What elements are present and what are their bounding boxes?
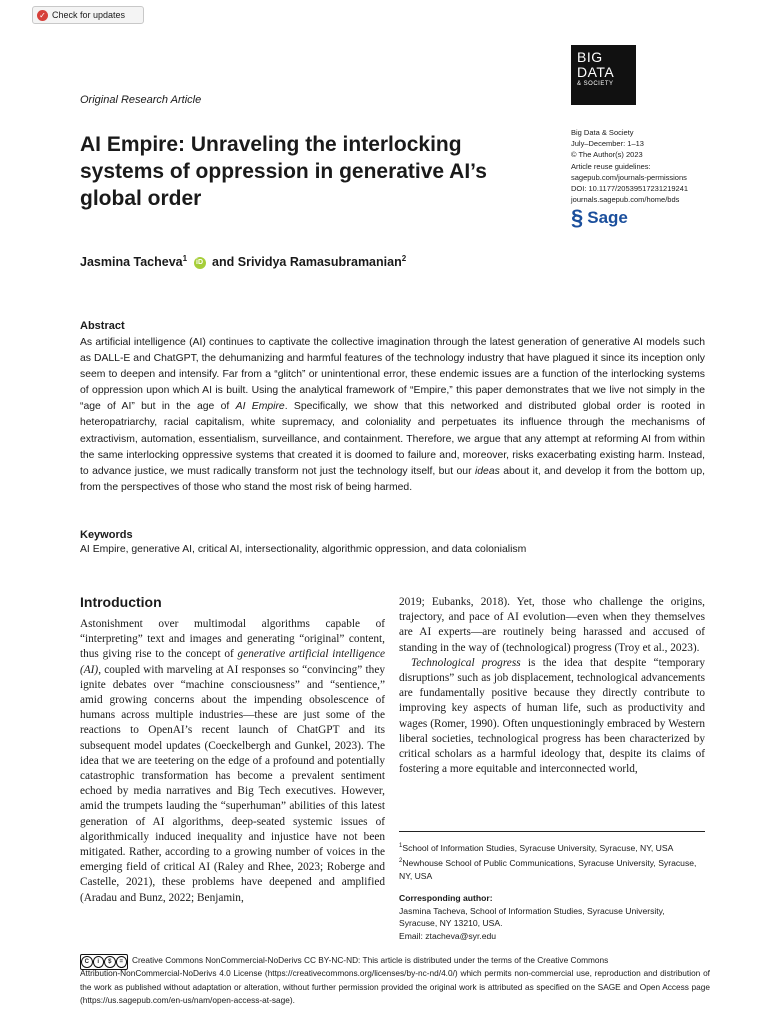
sage-icon: § <box>571 205 584 230</box>
affiliation-1-marker: 1 <box>399 843 403 849</box>
doi[interactable]: DOI: 10.1177/20539517231219241 <box>571 184 689 194</box>
footnote-divider <box>399 831 705 832</box>
introduction-heading: Introduction <box>80 594 162 610</box>
affiliation-1 <box>399 840 709 855</box>
journal-issue: July–December: 1–13 <box>571 139 644 149</box>
author-1[interactable]: Jasmina Tacheva <box>80 255 183 270</box>
affiliation-2 <box>399 855 709 883</box>
intro-right-part-2: is the idea that despite “temporary disruptions” such as job displacement, technological advancements are fundamentally positive because they directly contribute to improving key aspects of human life, such as productivity and wages (Romer, 1990). Often unquestioningly embraced by Western liberal societies, technological progress has been characterized by critical scholars as a harmful ideology that, despite its claims of fostering a more equitable and interconnected world, <box>399 656 705 776</box>
affiliations <box>399 840 709 883</box>
body-column-left <box>80 617 385 906</box>
abstract-heading: Abstract <box>80 320 125 332</box>
author-1-affiliation: 1 <box>182 254 188 263</box>
orcid-icon[interactable]: iD <box>194 257 206 269</box>
corresponding-name: Jasmina Tacheva, School of Information Studies, Syracuse University, <box>399 905 665 916</box>
journal-name: Big Data & Society <box>571 128 634 137</box>
corresponding-author <box>399 892 665 942</box>
body-column-right <box>399 595 705 777</box>
intro-left-part-1: Astonishment over multimodal algorithms capable of “interpreting” text and images and generating “original” content, thus giving rise to the concept of <box>80 618 385 661</box>
update-check-icon: ✓ <box>37 10 48 21</box>
logo-line2: DATA <box>577 64 615 80</box>
logo-line1: BIG <box>577 49 603 65</box>
abstract-italic-ideas: ideas <box>474 465 500 477</box>
affiliation-2-text: Newhouse School of Public Communications, Syracuse University, Syracuse, NY, USA <box>399 857 697 881</box>
author-2-affiliation: 2 <box>401 254 407 263</box>
abstract-part-2: . Specifically, we show that this networked and distributed global order is rooted in heteropatriarchy, racial capitalism, white supremacy, and coloniality and perpetuates its influence through the mechanisms of extractivism, automation, essentialism, surveillance, and containment. Therefore, we argue that any attempt at reforming AI from within the same interlocking oppressive systems that created it is doomed to failure and, moreover, risks exacerbating existing harm. Instead, to advance justice, we must radically transform not just the technology itself, but our <box>80 401 705 477</box>
abstract-part-3: about it, and develop it from the bottom up, from the perspectives of those who stand the most risk of being harmed. <box>80 465 705 493</box>
authors <box>80 254 406 269</box>
permissions-link[interactable]: sagepub.com/journals-permissions <box>571 172 687 182</box>
intro-right-paragraph-2 <box>399 656 705 778</box>
abstract-part-1: As artificial intelligence (AI) continues to captivate the collective imagination through the latest generation of generative AI models such as DALL-E and ChatGPT, the dehumanizing and harmful features of the technology industry that have plagued it since its inception only seem to deepen and intensify. Far from a “glitch” or unintentional error, these endemic issues are a function of the interlocking systems of oppression upon which AI is built. Using the analytical framework of “Empire,” this paper demonstrates that we live not simply in the “age of AI” but in the age of <box>80 337 705 413</box>
license-first-line: Creative Commons NonCommercial-NoDerivs CC BY-NC-ND: This article is distributed under the terms of the Creative Commons <box>132 955 609 965</box>
cc-icon: C <box>81 956 93 968</box>
publisher-logo <box>571 207 628 229</box>
corresponding-email[interactable]: Email: ztacheva@syr.edu <box>399 930 497 941</box>
abstract-italic-ai-empire: AI Empire <box>235 401 285 413</box>
check-for-updates-button[interactable] <box>32 6 144 24</box>
intro-right-italic: Technological progress <box>411 656 521 669</box>
check-for-updates-label: Check for updates <box>52 10 126 20</box>
article-type: Original Research Article <box>80 94 202 106</box>
corresponding-label: Corresponding author: <box>399 893 493 903</box>
license-text: Attribution-NonCommercial-NoDerivs 4.0 License (https://creativecommons.org/licenses/by-nc-nd/4.0/) which permits non-commercial use, reproduction and distribution of the work as published without adaptation or alteration, without further permission provided the original work is attributed as specified on the SAGE and Open Access page (https://us.sagepub.com/en-us/nam/open-access-at-sage). <box>80 968 710 1006</box>
intro-right-paragraph-1: 2019; Eubanks, 2018). Yet, those who challenge the origins, trajectory, and pace of AI evolution—even when they themselves are AI experts—are routinely being harassed and accused of standing in the way of (technological) progress (Troy et al., 2023). <box>399 596 705 654</box>
paper-title: AI Empire: Unraveling the interlocking systems of oppression in generative AI’s global order <box>80 133 487 210</box>
corresponding-address: Syracuse, NY 13210, USA. <box>399 918 503 928</box>
affiliation-2-marker: 2 <box>399 857 403 864</box>
keywords-text: AI Empire, generative AI, critical AI, intersectionality, algorithmic oppression, and data colonialism <box>80 544 527 555</box>
intro-left-part-2: , coupled with marveling at AI responses so “convincing” they ignite debates over “machine consciousness” and “sentience,” amid growing concerns about the impending obsolescence of humans across multiple industries—these are just some of the reactions to OpenAI’s recent launch of ChatGPT and its subsequent model updates (Coeckelbergh and Gunkel, 2023). The idea that we are teetering on the edge of a profound and potentially catastrophic transformation has become a prevalent sentiment echoed by media narratives and Big Tech executives. However, amid the trumpets lauding the “superhuman” abilities of this latest generation of AI algorithms, deep-seated systemic issues of algorithmically induced inequality and injustice have not been mitigated. Rather, according to a growing number of voices in the emerging field of critical AI (Raley and Rhee, 2023; Roberge and Castelle, 2021), these problems have deepened and amplified (Aradau and Bunz, 2022; Benjamin, <box>80 663 385 904</box>
affiliation-1-text: School of Information Studies, Syracuse University, Syracuse, NY, USA <box>402 842 674 853</box>
reuse-guidelines: Article reuse guidelines: <box>571 161 651 171</box>
by-icon: i <box>93 956 105 968</box>
journal-info <box>571 127 688 205</box>
nd-icon: = <box>116 956 128 968</box>
author-2[interactable]: Srividya Ramasubramanian <box>237 255 402 270</box>
intro-left-italic: generative artificial intelligence (AI) <box>80 648 385 676</box>
copyright: © The Author(s) 2023 <box>571 150 643 160</box>
abstract-text <box>80 335 705 496</box>
journal-homepage-link[interactable]: journals.sagepub.com/home/bds <box>571 195 680 205</box>
nc-icon: $ <box>104 956 116 968</box>
journal-logo <box>571 45 636 105</box>
publisher-name: Sage <box>587 208 628 227</box>
keywords-heading: Keywords <box>80 529 133 541</box>
author-conjunction: and <box>212 255 235 270</box>
logo-line3: & SOCIETY <box>577 81 614 87</box>
